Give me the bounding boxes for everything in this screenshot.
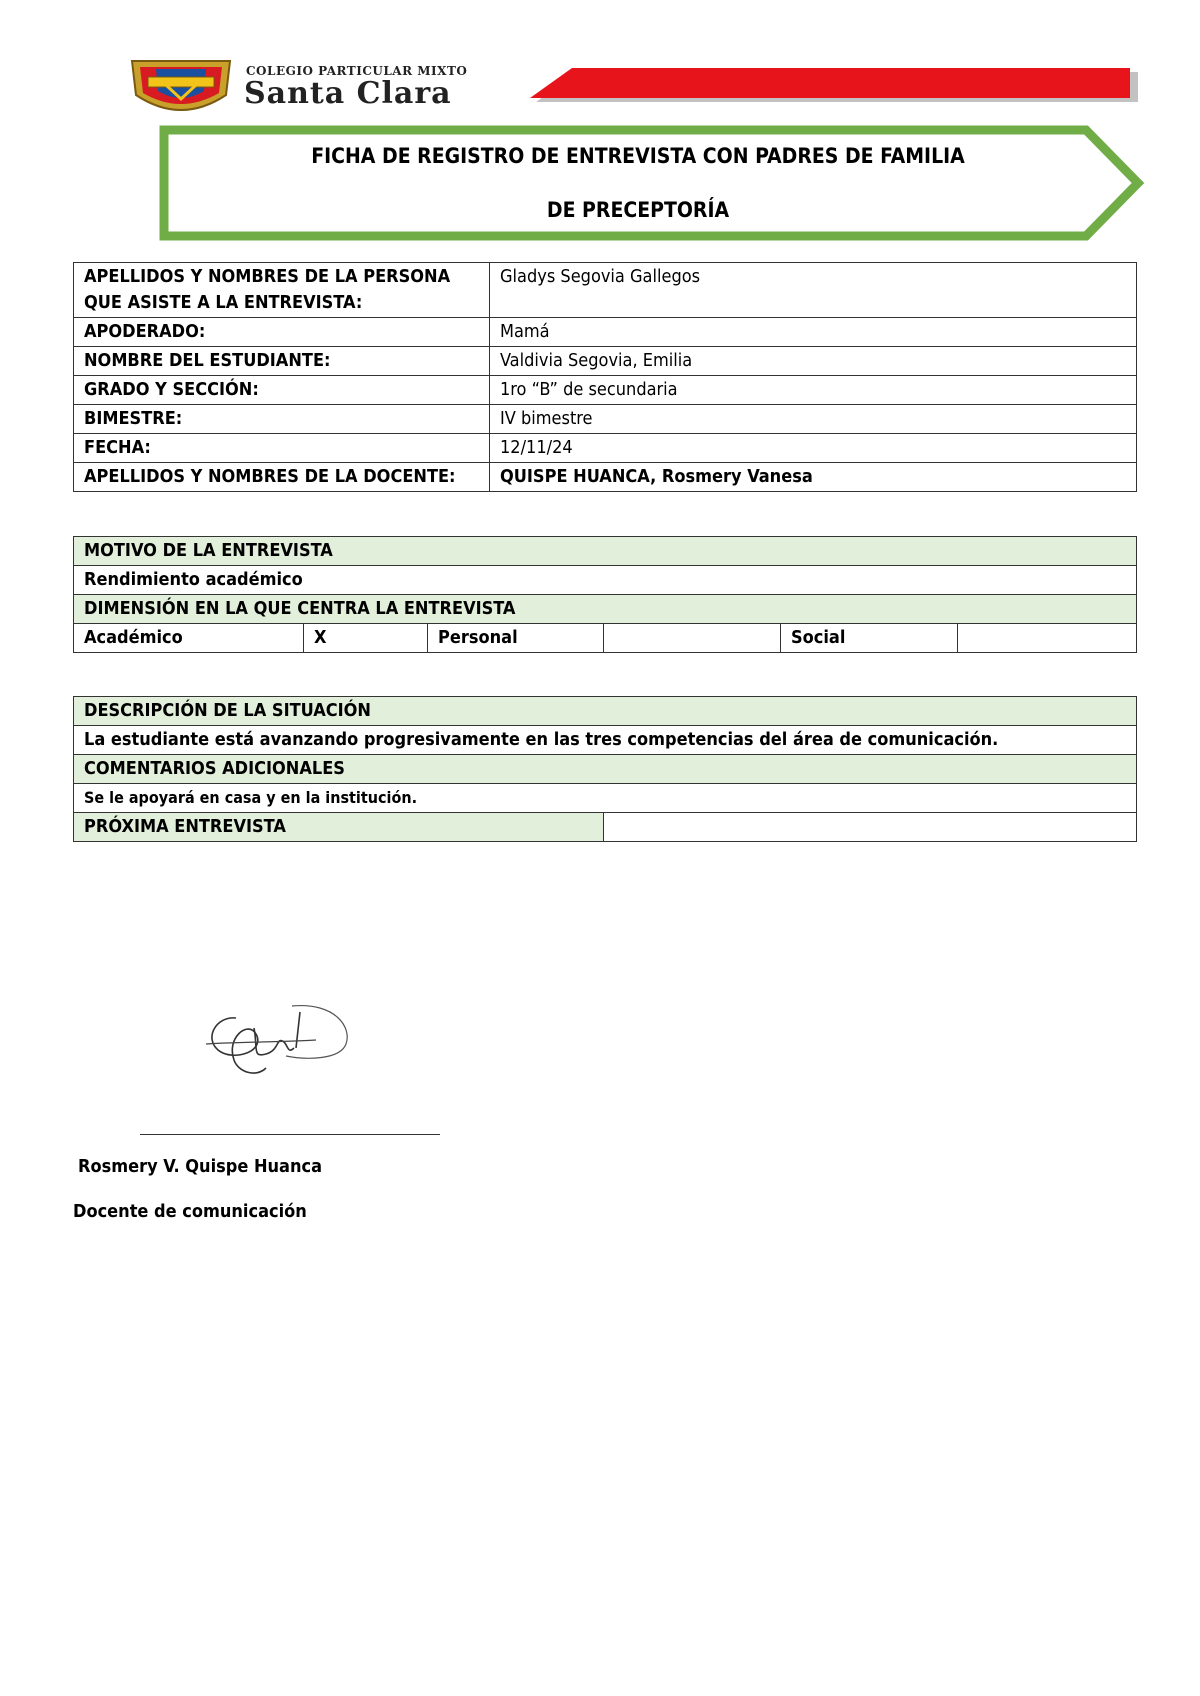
situacion-value: La estudiante está avanzando progresivamente en las tres competencias del área de comunicación. bbox=[74, 726, 1137, 755]
title-frame bbox=[158, 124, 1148, 242]
student-value: Valdivia Segovia, Emilia bbox=[490, 347, 1137, 376]
header-red-band bbox=[530, 68, 1144, 108]
table-row bbox=[74, 566, 1137, 595]
student-label: NOMBRE DEL ESTUDIANTE: bbox=[74, 347, 490, 376]
situacion-header: DESCRIPCIÓN DE LA SITUACIÓN bbox=[74, 697, 1137, 726]
teacher-value: QUISPE HUANCA, Rosmery Vanesa bbox=[490, 463, 1137, 492]
table-row bbox=[74, 813, 1137, 842]
situacion-table bbox=[73, 696, 1137, 842]
table-row bbox=[74, 755, 1137, 784]
table-row bbox=[74, 318, 1137, 347]
signer-name: Rosmery V. Quispe Huanca bbox=[78, 1156, 323, 1177]
guardian-value: Mamá bbox=[490, 318, 1137, 347]
dimension-social-label: Social bbox=[781, 624, 958, 653]
date-value: 12/11/24 bbox=[490, 434, 1137, 463]
table-row bbox=[74, 726, 1137, 755]
table-row bbox=[74, 537, 1137, 566]
handwritten-signature bbox=[196, 998, 356, 1088]
form-title-line2: DE PRECEPTORÍA bbox=[546, 198, 730, 222]
dimension-personal-label: Personal bbox=[428, 624, 604, 653]
table-row bbox=[74, 347, 1137, 376]
signer-role: Docente de comunicación bbox=[73, 1201, 307, 1222]
dimension-header: DIMENSIÓN EN LA QUE CENTRA LA ENTREVISTA bbox=[74, 595, 1137, 624]
school-subtitle: COLEGIO PARTICULAR MIXTO bbox=[246, 64, 468, 78]
form-title-line1: FICHA DE REGISTRO DE ENTREVISTA CON PADRES DE FAMILIA bbox=[311, 144, 965, 168]
next-interview-header: PRÓXIMA ENTREVISTA bbox=[74, 813, 604, 842]
table-row bbox=[74, 595, 1137, 624]
grade-label: GRADO Y SECCIÓN: bbox=[74, 376, 490, 405]
next-interview-value bbox=[604, 813, 1137, 842]
table-row bbox=[74, 624, 1137, 653]
term-label: BIMESTRE: bbox=[74, 405, 490, 434]
teacher-label: APELLIDOS Y NOMBRES DE LA DOCENTE: bbox=[74, 463, 490, 492]
dimension-social-mark bbox=[958, 624, 1137, 653]
term-value: IV bimestre bbox=[490, 405, 1137, 434]
motivo-header: MOTIVO DE LA ENTREVISTA bbox=[74, 537, 1137, 566]
table-row bbox=[74, 263, 1137, 318]
info-table bbox=[73, 262, 1137, 492]
comments-value: Se le apoyará en casa y en la institución. bbox=[74, 784, 1137, 813]
motivo-table bbox=[73, 536, 1137, 653]
table-row bbox=[74, 463, 1137, 492]
dimension-academico-label: Académico bbox=[74, 624, 304, 653]
attendee-value: Gladys Segovia Gallegos bbox=[490, 263, 1137, 318]
table-row bbox=[74, 784, 1137, 813]
dimension-personal-mark bbox=[604, 624, 781, 653]
table-row bbox=[74, 405, 1137, 434]
dimension-academico-mark: X bbox=[304, 624, 428, 653]
school-crest-logo bbox=[126, 55, 236, 121]
guardian-label: APODERADO: bbox=[74, 318, 490, 347]
attendee-label: APELLIDOS Y NOMBRES DE LA PERSONA QUE ASISTE A LA ENTREVISTA: bbox=[74, 263, 490, 318]
table-row bbox=[74, 376, 1137, 405]
table-row bbox=[74, 697, 1137, 726]
grade-value: 1ro “B” de secundaria bbox=[490, 376, 1137, 405]
comments-header: COMENTARIOS ADICIONALES bbox=[74, 755, 1137, 784]
school-name: Santa Clara bbox=[244, 76, 452, 111]
date-label: FECHA: bbox=[74, 434, 490, 463]
table-row bbox=[74, 434, 1137, 463]
motivo-value: Rendimiento académico bbox=[74, 566, 1137, 595]
signature-line bbox=[140, 1134, 440, 1135]
